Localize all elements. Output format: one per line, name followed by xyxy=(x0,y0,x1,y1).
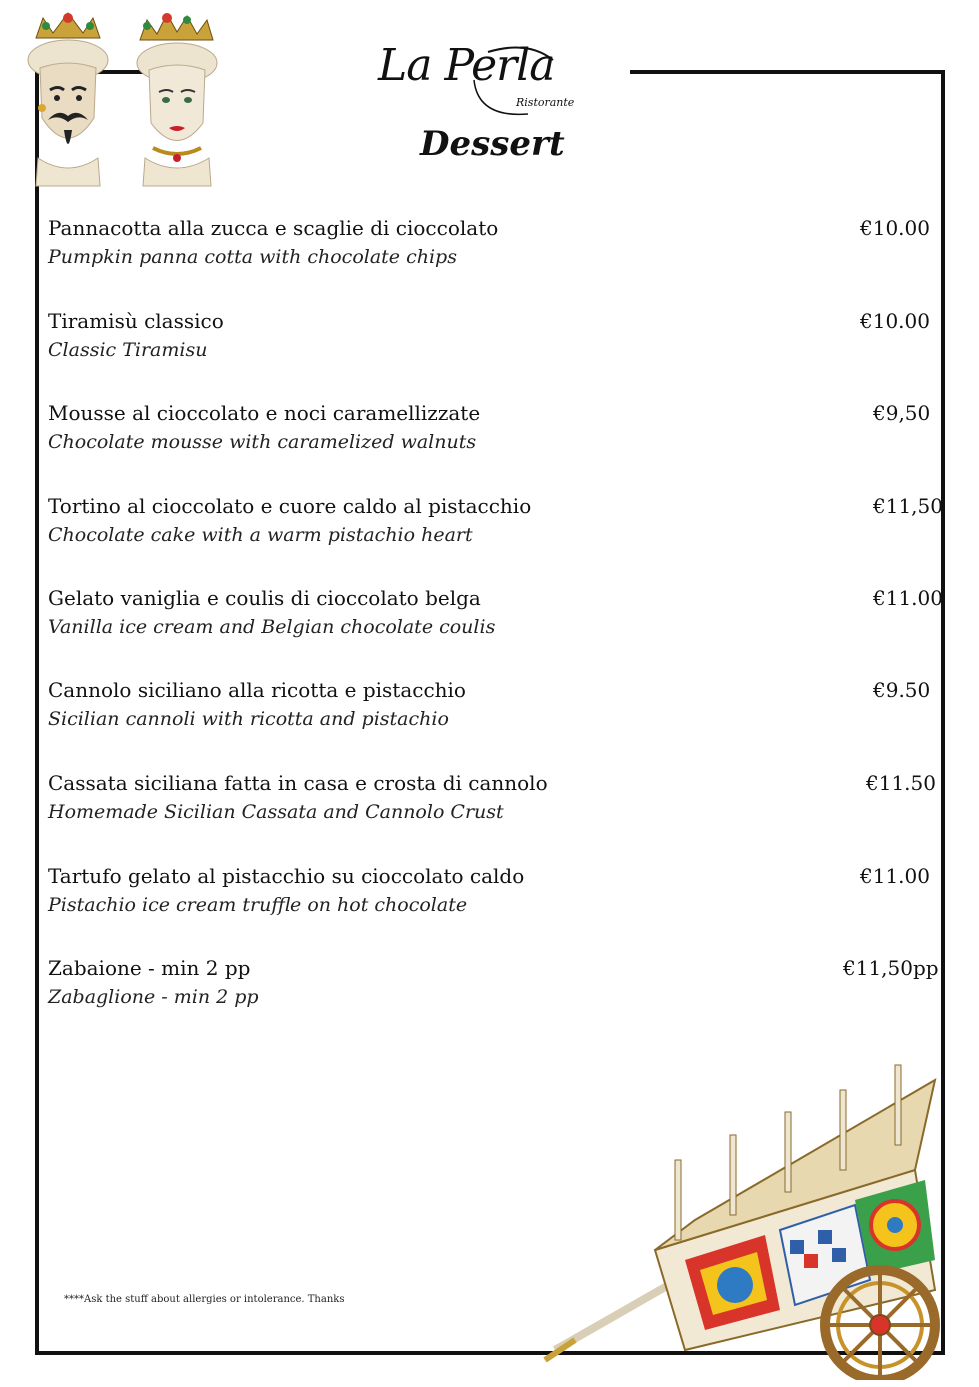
menu-title: Dessert xyxy=(420,124,565,164)
dish-price: €10.00 xyxy=(860,216,930,240)
dish-name-italian: Tiramisù classico xyxy=(48,309,224,333)
dish-name-english: Sicilian cannoli with ricotta and pistachio xyxy=(48,708,449,730)
dish-name-italian: Zabaione - min 2 pp xyxy=(48,956,251,980)
dish-name-italian: Tortino al cioccolato e cuore caldo al pistacchio xyxy=(48,494,532,518)
dish-name-english: Chocolate mousse with caramelized walnuts xyxy=(48,431,477,453)
logo-name: La Perla xyxy=(378,40,555,91)
dish-price: €11.50 xyxy=(866,771,936,795)
dish-name-italian: Pannacotta alla zucca e scaglie di cioccolato xyxy=(48,216,499,240)
sicilian-cart-icon xyxy=(535,1020,975,1380)
dish-price: €11,50pp xyxy=(843,956,939,980)
menu-item xyxy=(48,309,933,369)
menu-item xyxy=(48,586,943,646)
menu-item xyxy=(48,864,933,924)
restaurant-logo xyxy=(378,40,603,125)
menu-item xyxy=(48,216,933,276)
dish-price: €11.00 xyxy=(860,864,930,888)
dish-name-italian: Cassata siciliana fatta in casa e crosta di cannolo xyxy=(48,771,548,795)
dish-name-italian: Mousse al cioccolato e noci caramellizzate xyxy=(48,401,481,425)
menu-item xyxy=(48,956,939,1016)
dish-name-italian: Cannolo siciliano alla ricotta e pistacchio xyxy=(48,678,466,702)
dish-price: €11.00 xyxy=(873,586,943,610)
menu-item xyxy=(48,401,933,461)
dish-price: €9,50 xyxy=(873,401,931,425)
dish-price: €10.00 xyxy=(860,309,930,333)
dish-name-italian: Gelato vaniglia e coulis di cioccolato belga xyxy=(48,586,481,610)
dish-name-english: Pumpkin panna cotta with chocolate chips xyxy=(48,246,457,268)
moor-head-woman-icon xyxy=(125,8,225,188)
menu-item xyxy=(48,494,943,554)
allergy-footnote: ****Ask the stuff about allergies or intolerance. Thanks xyxy=(64,1294,345,1305)
dish-name-italian: Tartufo gelato al pistacchio su cioccolato caldo xyxy=(48,864,525,888)
moor-head-man-icon xyxy=(18,8,118,188)
dish-price: €11,50 xyxy=(873,494,943,518)
dish-name-english: Zabaglione - min 2 pp xyxy=(48,986,259,1008)
dish-name-english: Homemade Sicilian Cassata and Cannolo Crust xyxy=(48,801,504,823)
dish-name-english: Pistachio ice cream truffle on hot chocolate xyxy=(48,894,468,916)
dish-name-english: Vanilla ice cream and Belgian chocolate coulis xyxy=(48,616,496,638)
menu-item xyxy=(48,771,936,831)
dish-name-english: Classic Tiramisu xyxy=(48,339,208,361)
menu-item xyxy=(48,678,933,738)
logo-subtitle: Ristorante xyxy=(516,96,575,109)
dish-name-english: Chocolate cake with a warm pistachio heart xyxy=(48,524,473,546)
dish-price: €9.50 xyxy=(873,678,931,702)
